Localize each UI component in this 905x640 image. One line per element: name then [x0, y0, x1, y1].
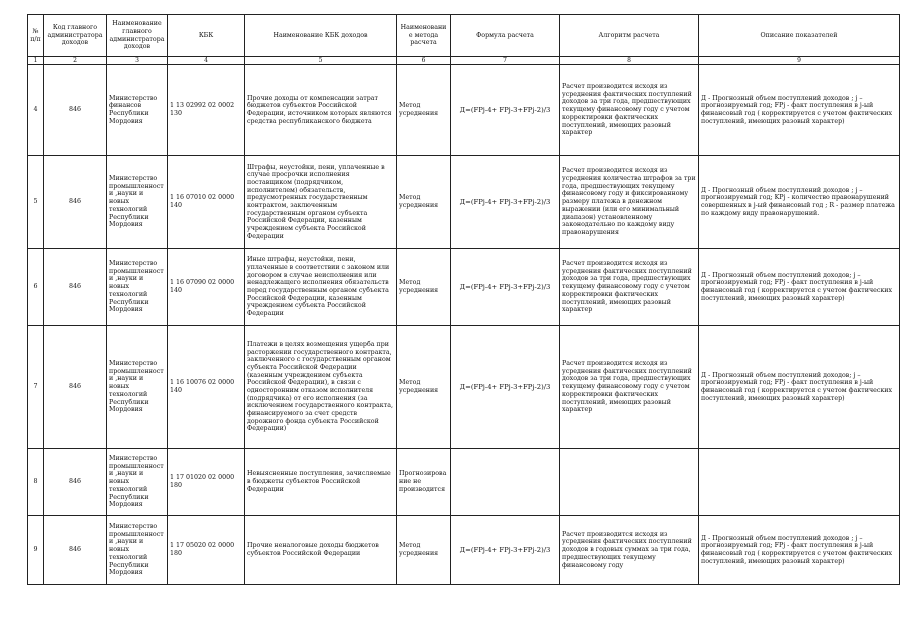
admin-name: Министерство промышленности ,науки и новых технологий Республики Мордовия — [107, 326, 168, 449]
kbk-code: 1 13 02992 02 0002 130 — [168, 65, 245, 156]
calc-formula: Д=(FPj-4+ FPj-3+FPj-2)/3 — [451, 65, 560, 156]
indicator-description: Д - Прогнозный объем поступлений доходов ; j – прогнозируемый год; FPj - факт поступления в j-ый финансовый год ( корректируется с учетом фактических поступлений, имеющих разовый характер) — [699, 516, 900, 585]
kbk-name: Штрафы, неустойки, пени, уплаченные в случае просрочки исполнения поставщиком (подрядчиком, исполнителем) обязательств, предусмотренных государственным контрактом, заключенным государственным органом субъекта Российской Федерации, казенным учреждением субъекта Российской Федерации — [245, 156, 397, 249]
header-row — [28, 15, 900, 57]
indicator-description — [699, 449, 900, 516]
admin-name: Министерство финансов Республики Мордовия — [107, 65, 168, 156]
calc-method: Метод усреднения — [397, 249, 451, 326]
table-row — [28, 326, 900, 449]
indicator-description: Д - Прогнозный объем поступлений доходов; j – прогнозируемый год; FPj - факт поступления в j-ый финансовый год ( корректируется с учетом фактических поступлений, имеющих разовый характер) — [699, 249, 900, 326]
admin-code: 846 — [44, 326, 107, 449]
kbk-code: 1 17 05020 02 0000 180 — [168, 516, 245, 585]
table-row — [28, 65, 900, 156]
column-number: 5 — [245, 57, 397, 65]
calc-method: Прогнозирование не производится — [397, 449, 451, 516]
calc-algorithm: Расчет производится исходя из усреднения фактических поступлений доходов в годовых суммах за три года, предшествующих текущему финансовому году — [560, 516, 699, 585]
header-method: Наименование метода расчета — [397, 15, 451, 57]
column-number: 8 — [560, 57, 699, 65]
indicator-description: Д - Прогнозный объем поступлений доходов ; j – прогнозируемый год; FPj - факт поступления в j-ый финансовый год ( корректируется с учетом фактических поступлений, имеющих разовый характер) — [699, 65, 900, 156]
indicator-description: Д - Прогнозный объем поступлений доходов; j – прогнозируемый год; FPj - факт поступления в j-ый финансовый год ( корректируется с учетом фактических поступлений, имеющих разовый характер) — [699, 326, 900, 449]
admin-code: 846 — [44, 65, 107, 156]
kbk-code: 1 17 01020 02 0000 180 — [168, 449, 245, 516]
indicator-description: Д - Прогнозный объем поступлений доходов ; j – прогнозируемый год; KPj - количество правонарушений совершенных в j-ый финансовый год ; R - размер платежа по каждому виду правонарушений. — [699, 156, 900, 249]
header-kbk: КБК — [168, 15, 245, 57]
header-description: Описание показателей — [699, 15, 900, 57]
kbk-name: Прочие доходы от компенсации затрат бюджетов субъектов Российской Федерации, источником которых являются средства республиканского бюджета — [245, 65, 397, 156]
admin-name: Министерство промышленности ,науки и новых технологий Республики Мордовия — [107, 156, 168, 249]
calc-algorithm — [560, 449, 699, 516]
column-number: 7 — [451, 57, 560, 65]
header-kbk-name: Наименование КБК доходов — [245, 15, 397, 57]
admin-name: Министерство промышленности ,науки и новых технологий Республики Мордовия — [107, 516, 168, 585]
kbk-code: 1 16 10076 02 0000 140 — [168, 326, 245, 449]
kbk-name: Иные штрафы, неустойки, пени, уплаченные в соответствии с законом или договором в случае неисполнения или ненадлежащего исполнения обязательств перед государственным органом субъекта Российской Федерации, казенным учреждением субъекта Российской Федерации — [245, 249, 397, 326]
calc-formula: Д=(FPj-4+ FPj-3+FPj-2)/3 — [451, 516, 560, 585]
table-row — [28, 156, 900, 249]
table-row — [28, 516, 900, 585]
kbk-name: Прочие неналоговые доходы бюджетов субъектов Российской Федерации — [245, 516, 397, 585]
calc-method: Метод усреднения — [397, 326, 451, 449]
column-number: 1 — [28, 57, 44, 65]
column-number: 9 — [699, 57, 900, 65]
calc-method: Метод усреднения — [397, 156, 451, 249]
calc-method: Метод усреднения — [397, 516, 451, 585]
admin-code: 846 — [44, 249, 107, 326]
header-admin-name: Наименование главного администратора доходов — [107, 15, 168, 57]
table-row — [28, 249, 900, 326]
header-algorithm: Алгоритм расчета — [560, 15, 699, 57]
header-formula: Формула расчета — [451, 15, 560, 57]
column-number: 2 — [44, 57, 107, 65]
kbk-name: Невыясненные поступления, зачисляемые в бюджеты субъектов Российской Федерации — [245, 449, 397, 516]
row-number: 9 — [28, 516, 44, 585]
column-number: 4 — [168, 57, 245, 65]
income-forecast-table — [27, 14, 900, 585]
column-number: 3 — [107, 57, 168, 65]
calc-algorithm: Расчет производится исходя из усреднения количества штрафов за три года, предшествующих текущему финансовому году и фиксированному размеру платежа в денежном выражении (или его минимальный диапазон) установленному законодательно по каждому виду правонарушения — [560, 156, 699, 249]
admin-code: 846 — [44, 516, 107, 585]
row-number: 8 — [28, 449, 44, 516]
table-row — [28, 449, 900, 516]
row-number: 7 — [28, 326, 44, 449]
calc-formula: Д=(FPj-4+ FPj-3+FPj-2)/3 — [451, 156, 560, 249]
row-number: 4 — [28, 65, 44, 156]
kbk-code: 1 16 07010 02 0000 140 — [168, 156, 245, 249]
kbk-name: Платежи в целях возмещения ущерба при расторжении государственного контракта, заключенного с государственным органом субъекта Российской Федерации (казенным учреждением субъекта Российской Федерации), в связи с односторонним отказом исполнителя (подрядчика) от его исполнения (за исключением государственного контракта, финансируемого за счет средств дорожного фонда субъекта Российской Федерации) — [245, 326, 397, 449]
calc-algorithm: Расчет производится исходя из усреднения фактических поступлений доходов за три года, предшествующих текущему финансовому году с учетом корректировки фактических поступлений, имеющих разовый характер — [560, 249, 699, 326]
column-number: 6 — [397, 57, 451, 65]
admin-code: 846 — [44, 449, 107, 516]
header-admin-code: Код главного администратора доходов — [44, 15, 107, 57]
row-number: 6 — [28, 249, 44, 326]
calc-method: Метод усреднения — [397, 65, 451, 156]
admin-code: 846 — [44, 156, 107, 249]
calc-formula: Д=(FPj-4+ FPj-3+FPj-2)/3 — [451, 326, 560, 449]
row-number: 5 — [28, 156, 44, 249]
admin-name: Министерство промышленности ,науки и новых технологий Республики Мордовия — [107, 449, 168, 516]
calc-formula: Д=(FPj-4+ FPj-3+FPj-2)/3 — [451, 249, 560, 326]
calc-algorithm: Расчет производится исходя из усреднения фактических поступлений доходов за три года, предшествующих текущему финансовому году с учетом корректировки фактических поступлений, имеющих разовый характер — [560, 65, 699, 156]
calc-formula — [451, 449, 560, 516]
calc-algorithm: Расчет производится исходя из усреднения фактических поступлений доходов за три года, предшествующих текущему финансовому году с учетом корректировки фактических поступлений, имеющих разовый характер — [560, 326, 699, 449]
header-num: № п/п — [28, 15, 44, 57]
column-number-row — [28, 57, 900, 65]
kbk-code: 1 16 07090 02 0000 140 — [168, 249, 245, 326]
admin-name: Министерство промышленности ,науки и новых технологий Республики Мордовия — [107, 249, 168, 326]
